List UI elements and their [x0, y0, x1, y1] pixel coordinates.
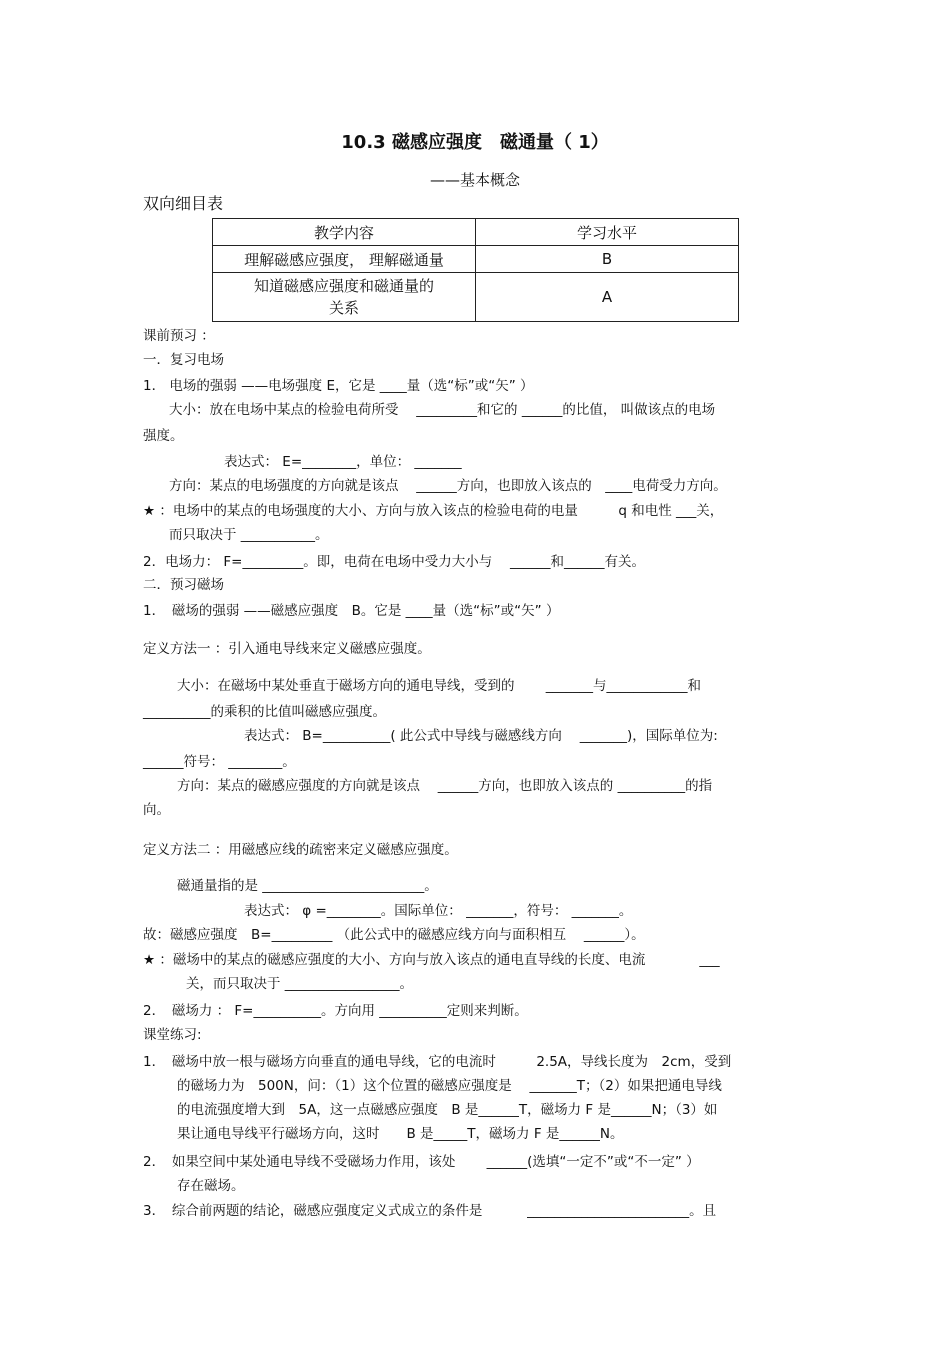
text-line: 大小：放在电场中某点的检验电荷所受 _________和它的 ______的比值， 叫做该点的电场 [169, 402, 716, 418]
exercise-line: 的电流强度增大到 5A，这一点磁感应强度 B 是______T，磁场力 F 是______N；（3）如 [177, 1102, 718, 1118]
table-cell-level: B [476, 246, 739, 273]
text-line: 2． 磁场力 ： F=__________。方向用 __________定则来判断。 [143, 1003, 528, 1019]
text-line: 表达式： E=________，单位： _______ [224, 454, 462, 470]
table-cell-content-line: 知道磁感应强度和磁通量的 [253, 277, 434, 295]
note-line: 而只取决于 ___________。 [169, 527, 329, 543]
table-header-content: 教学内容 [213, 219, 476, 246]
table-header-level: 学习水平 [476, 219, 739, 246]
text-line: ______符号： ________。 [143, 754, 296, 770]
exercise-line: 1． 磁场中放一根与磁场方向垂直的通电导线，它的电流时 2.5A，导线长度为 2cm，受到 [143, 1054, 732, 1070]
section-heading-electric-field: 一．复习电场 [143, 352, 224, 368]
text-line: 方向：某点的电场强度的方向就是该点 ______方向，也即放入该点的 ____电荷受力方向。 [169, 478, 727, 494]
note-line: 关，而只取决于 _________________。 [186, 976, 414, 992]
exercise-line: 3． 综合前两题的结论，磁感应强度定义式成立的条件是 ________________________。且 [143, 1203, 717, 1219]
exercise-line: 果让通电导线平行磁场方向，这时 B 是_____T，磁场力 F 是______N。 [177, 1126, 624, 1142]
exercise-line: 2． 如果空间中某处通电导线不受磁场力作用，该处 ______(选填“一定不”或“不一定” ） [143, 1154, 700, 1170]
text-line: 磁通量指的是 ________________________。 [177, 878, 438, 894]
definition-heading: 定义方法二 ：用磁感应线的疏密来定义磁感应强度。 [143, 842, 458, 858]
text-line: 1． 电场的强弱 ——电场强度 E，它是 ____量（选“标”或“矢” ） [143, 378, 534, 394]
section-heading-magnetic-field: 二．预习磁场 [143, 577, 224, 593]
table-cell-content-line: 关系 [328, 299, 359, 317]
section-heading-class-exercise: 课堂练习: [143, 1027, 202, 1043]
table-cell-content: 理解磁感应强度， 理解磁通量 [213, 246, 476, 273]
text-line: 方向：某点的磁感应强度的方向就是该点 ______方向，也即放入该点的 __________的指 [177, 778, 713, 794]
text-line: 大小：在磁场中某处垂直于磁场方向的通电导线，受到的 _______与____________和 [177, 678, 702, 694]
text-line: 2．电场力： F=_________。即，电荷在电场中受力大小与 ______和______有关。 [143, 554, 645, 570]
text-line: 表达式： φ =________。国际单位： _______，符号： _______。 [244, 903, 633, 919]
table-cell-content [213, 273, 476, 322]
exercise-line: 的磁场力为 500N，问：（1）这个位置的磁感应强度是 _______T；（2）如果把通电导线 [177, 1078, 722, 1094]
text-line: 表达式： B=__________( 此公式中导线与磁感线方向 _______)，国际单位为: [244, 728, 718, 744]
text-line: 强度。 [143, 428, 184, 444]
table-cell-level: A [476, 273, 739, 322]
definition-heading: 定义方法一 ：引入通电导线来定义磁感应强度。 [143, 641, 431, 657]
text-line: 故：磁感应强度 B=_________ （此公式中的磁感应线方向与面积相互 ______）。 [143, 927, 645, 943]
spec-table [212, 218, 739, 322]
section-heading-preview: 课前预习 ： [143, 328, 215, 344]
table-row [213, 246, 739, 273]
note-line: ★ ：磁场中的某点的磁感应强度的大小、方向与放入该点的通电直导线的长度、电流 ___ [143, 952, 720, 968]
note-line: ★ ：电场中的某点的电场强度的大小、方向与放入该点的检验电荷的电量 q 和电性 ___关， [143, 503, 724, 519]
table-caption: 双向细目表 [143, 194, 224, 213]
table-header-row [213, 219, 739, 246]
text-line: 向。 [143, 802, 170, 818]
text-line: __________的乘积的比值叫磁感应强度。 [143, 704, 386, 720]
table-row [213, 273, 739, 322]
document-title: 10.3 磁感应强度 磁通量（ 1） [341, 132, 609, 153]
document-subtitle: ——基本概念 [429, 171, 520, 189]
text-line: 1． 磁场的强弱 ——磁感应强度 B。它是 ____量（选“标”或“矢” ） [143, 603, 560, 619]
exercise-line: 存在磁场。 [177, 1178, 245, 1194]
